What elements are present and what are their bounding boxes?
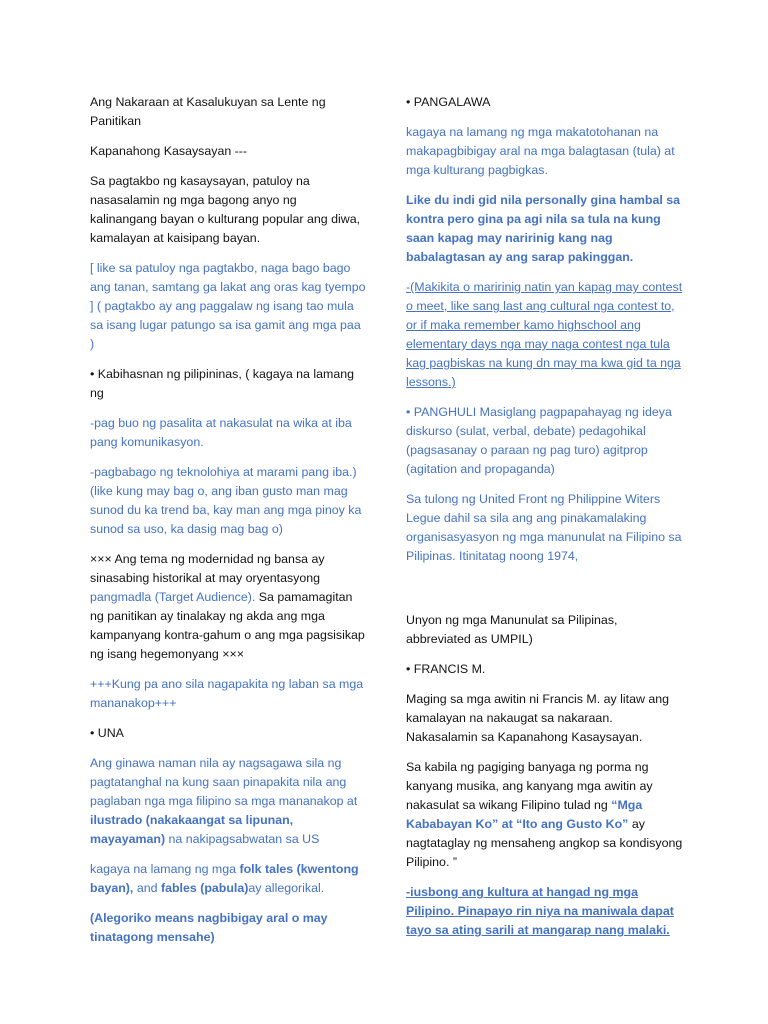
paragraph-tema <box>90 550 366 664</box>
tema-text-2: Sa pamamagitan ng panitikan ay tinalakay ng akda ang mga kampanyang kontra-gahum o ang mga pagsisikap ng isang hegemonyang ××× <box>90 590 365 661</box>
document-title: Ang Nakaraan at Kasalukuyan sa Lente ng Panitikan <box>90 95 326 128</box>
paragraph-una <box>90 754 366 849</box>
spacer <box>406 577 684 611</box>
note-laban: +++Kung pa ano sila nagapakita ng laban sa mga mananakop+++ <box>90 677 364 710</box>
note-contest: -(Makikita o maririnig natin yan kapag may contest o meet, like sang last ang cultural nga contest to, or if maka remember kamo highschool ang elementary days nga may naga contest nga tula kag pagbiskas na kung dn may ma kwa gid ta nga lessons.) <box>406 280 683 389</box>
kabila-songs: “Mga Kababayan Ko” at “Ito ang Gusto Ko” <box>406 798 643 831</box>
folk-tail: ay allegorikal. <box>248 881 325 895</box>
left-column <box>90 93 366 958</box>
folk-and: and <box>133 881 161 895</box>
paragraph-kabila <box>406 758 684 872</box>
note-iusbong: -iusbong ang kultura at hangad ng mga Pilipino. Pinapayo rin niya na maniwala dapat tayo sa ating sarili at mangarap nang malaki. <box>406 885 674 937</box>
folk-pre: kagaya na lamang ng mga <box>90 862 240 876</box>
paragraph-pangalawa: kagaya na lamang ng mga makatotohanan na makapagbibigay aral na mga balagtasan (tula) at mga kulturang pagbigkas. <box>406 125 675 177</box>
una-ilustrado: ilustrado (nakakaangat sa lipunan, mayayaman) <box>90 813 294 846</box>
tema-text-1: ××× Ang tema ng modernidad ng bansa ay sinasabing historikal at may oryentasyong <box>90 552 325 585</box>
note-teknolohiya: -pagbabago ng teknolohiya at marami pang iba.) (like kung may bag o, ang iban gusto man mag sunod du ka trend ba, kay man ang mga pinoy ka sunod sa uso, ka dasig mag bag o) <box>90 465 362 536</box>
paragraph-umpil: Unyon ng mga Manunulat sa Pilipinas, abbreviated as UMPIL) <box>406 613 618 646</box>
paragraph-pagtakbo: Sa pagtakbo ng kasaysayan, patuloy na nasasalamin ng mga bagong anyo ng kalinangang bayan o kulturang popular ang diwa, kamalayan at kaisipang bayan. <box>90 174 361 245</box>
section-subtitle: Kapanahong Kasaysayan --- <box>90 144 248 158</box>
kabila-text: Sa kabila ng pagiging banyaga ng porma ng kanyang musika, ang kanyang mga awitin ay nakasulat sa wikang Filipino tulad ng <box>406 760 653 812</box>
note-wika: -pag buo ng pasalita at nakasulat na wika at iba pang komunikasyon. <box>90 416 352 449</box>
paragraph-francis: Maging sa mga awitin ni Francis M. ay litaw ang kamalayan na nakaugat sa nakaraan. Nakasalamin sa Kapanahong Kasaysayan. <box>406 692 670 744</box>
una-tail: na nakipagsabwatan sa US <box>165 832 320 846</box>
paragraph-united-front: Sa tulong ng United Front ng Philippine Witers Legue dahil sa sila ang ang pinakamalaking organisasyasyon ng mga manunulat na Filipino sa Pilipinas. Itinitatag noong 1974, <box>406 492 682 563</box>
paragraph-folk-tales <box>90 860 366 898</box>
note-pagtakbo: [ like sa patuloy nga pagtakbo, naga bago bago ang tanan, samtang ga lakat ang oras kag tyempo ] ( pagtakbo ay ang paggalaw ng isang tao mula sa isang lugar patungo sa isa gamit ang mga paa ) <box>90 261 366 351</box>
fables: fables (pabula) <box>160 881 249 895</box>
tema-target-audience: pangmadla (Target Audience). <box>90 590 256 604</box>
una-text: Ang ginawa naman nila ay nagsagawa sila ng pagtatanghal na kung saan pinapakita nila ang paglaban nga mga filipino sa mga mananakop at <box>90 756 358 808</box>
folk-tales: folk tales (kwentong bayan), <box>90 862 359 895</box>
note-alegoriko: (Alegoriko means nagbibigay aral o may tinatagong mensahe) <box>90 911 328 944</box>
note-balagtasan: Like du indi gid nila personally gina hambal sa kontra pero gina pa agi nila sa tula na kung saan kapag may naririnig kang nag babalagtasan ay ang sarap pakinggan. <box>406 193 681 264</box>
bullet-pangalawa: • PANGALAWA <box>406 95 491 109</box>
bullet-kabihasnan: • Kabihasnan ng pilipininas, ( kagaya na lamang ng <box>90 367 355 400</box>
bullet-una: • UNA <box>90 726 124 740</box>
kabila-tail: ay nagtataglay ng mensaheng angkop sa kondisyong Pilipino. ” <box>406 817 683 869</box>
right-column <box>406 93 684 951</box>
paragraph-panghuli: • PANGHULI Masiglang pagpapahayag ng ideya diskurso (sulat, verbal, debate) pedagohikal (pagsasanay o paraan ng pag turo) agitprop (agitation and propaganda) <box>406 405 672 476</box>
bullet-francis: • FRANCIS M. <box>406 662 486 676</box>
